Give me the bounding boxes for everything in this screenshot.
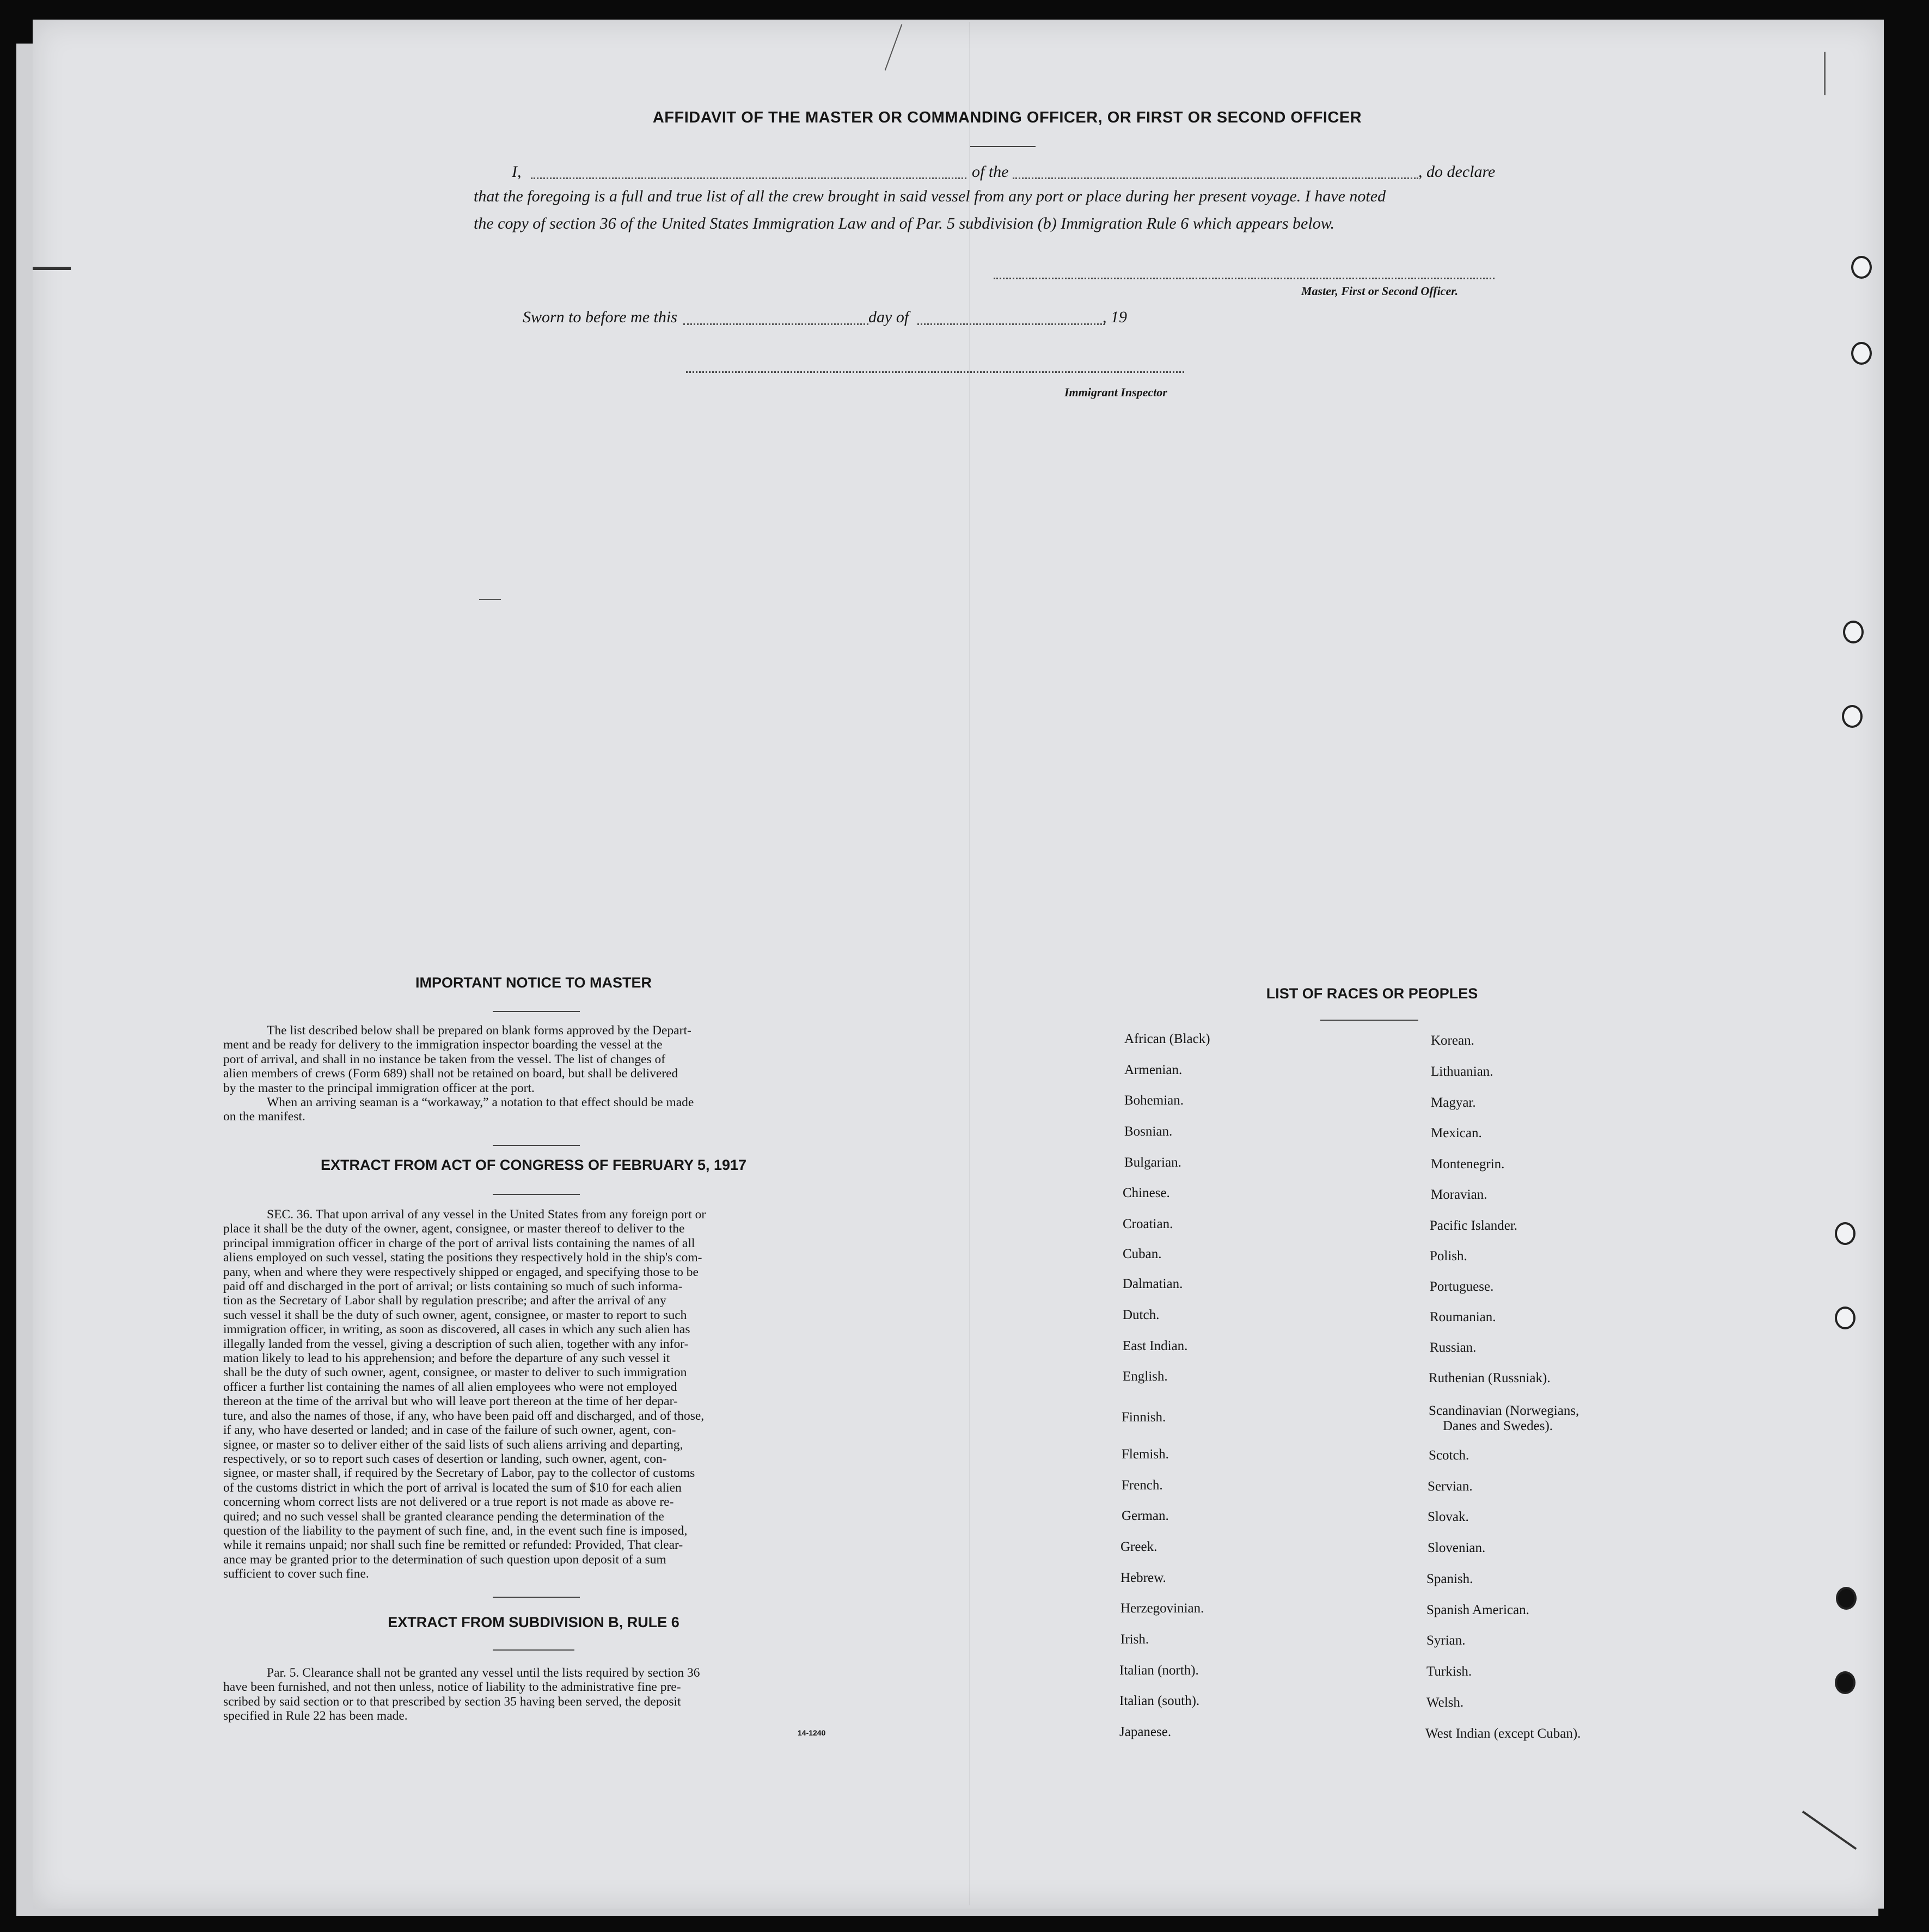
race-item: Scotch. [1429,1448,1469,1463]
race-item: Korean. [1431,1033,1474,1048]
act-line: aliens employed on such vessel, stating the positions they respectively hold in the ship's com- [223,1250,702,1265]
pencil-mark-right [1824,52,1826,95]
act-line: illegally landed from the vessel, giving a description of such alien, together with any infor- [223,1336,689,1351]
act-line: ance may be granted prior to the determination of such question upon deposit of a sum [223,1552,666,1567]
act-line: pany, when and where they were respectively shipped or engaged, and specifying those to be [223,1265,699,1279]
notice-line: by the master to the principal immigration officer at the port. [223,1081,535,1095]
rule-underline [493,1649,574,1651]
inspector-label: Immigrant Inspector [1064,385,1167,399]
act-divider [493,1597,580,1598]
race-item: French. [1122,1478,1163,1493]
notice-line: alien members of crews (Form 689) shall not be retained on board, but shall be delivered [223,1066,678,1081]
race-item: Bohemian. [1124,1093,1184,1108]
race-item: Slovak. [1428,1510,1469,1524]
race-item: Portuguese. [1430,1279,1494,1294]
race-item: Spanish American. [1426,1603,1529,1617]
notice-title: IMPORTANT NOTICE TO MASTER [415,974,652,991]
race-item: English. [1123,1369,1168,1384]
title-underline [970,146,1036,147]
race-item: Syrian. [1426,1633,1466,1648]
race-item: Roumanian. [1430,1310,1496,1324]
sworn-day-blank[interactable] [683,323,868,325]
signature-blank[interactable] [994,278,1495,279]
race-item: Flemish. [1122,1447,1169,1462]
affidavit-line3: the copy of section 36 of the United States Immigration Law and of Par. 5 subdivision (b) Immigration Rule 6 which appears below. [474,214,1334,232]
rule-line: Par. 5. Clearance shall not be granted any vessel until the lists required by section 36 [267,1666,700,1680]
signer-label: Master, First or Second Officer. [1301,284,1459,298]
race-item: Greek. [1120,1540,1158,1554]
race-item: Magyar. [1431,1095,1476,1110]
race-item: Japanese. [1119,1725,1172,1739]
vessel-blank[interactable] [1013,177,1418,179]
act-line: SEC. 36. That upon arrival of any vessel in the United States from any foreign port or [267,1207,706,1222]
race-item: Moravian. [1431,1187,1487,1202]
race-item: Armenian. [1124,1063,1183,1077]
rule-extract-title: EXTRACT FROM SUBDIVISION B, RULE 6 [388,1614,679,1630]
race-item: Turkish. [1426,1664,1472,1679]
race-item: Croatian. [1123,1217,1173,1231]
act-line: if any, who have deserted or landed; and in case of the failure of such owner, agent, con- [223,1423,676,1438]
race-item: African (Black) [1124,1032,1210,1046]
notice-line: The list described below shall be prepared on blank forms approved by the Depart- [267,1023,691,1038]
race-item: German. [1122,1508,1169,1523]
rule-line: specified in Rule 22 has been made. [223,1709,408,1724]
act-line: respectively, or so to report such cases of desertion or landing, such owner, agent, con- [223,1451,667,1466]
race-item: Danes and Swedes). [1443,1419,1553,1433]
sworn-day-label: day of [868,308,909,326]
binding-hole [1835,1307,1855,1329]
race-item: Chinese. [1123,1186,1170,1200]
act-line: of the customs district in which the port of arrival is located the sum of $10 for each alien [223,1480,682,1495]
act-line: paid off and discharged in the port of arrival; or lists containing so much of such informa- [223,1279,683,1294]
inspector-signature-blank[interactable] [686,371,1184,373]
race-item: Italian (south). [1119,1694,1200,1708]
race-item: Finnish. [1122,1410,1166,1425]
affidavit-line1-i: I, [512,163,522,181]
name-blank[interactable] [531,177,966,179]
affidavit-line1-declare: , do declare [1418,163,1496,181]
form-number: 14-1240 [798,1728,826,1737]
act-line: principal immigration officer in charge of the port of arrival lists containing the names of all [223,1236,695,1250]
race-item: Dalmatian. [1123,1277,1183,1291]
race-item: Welsh. [1426,1695,1464,1710]
act-line: shall be the duty of such owner, agent, consignee, or master to deliver to such immigration [223,1365,687,1380]
notice-underline [493,1011,580,1012]
binding-hole [1851,342,1872,365]
notice-line: ment and be ready for delivery to the immigration inspector boarding the vessel at the [223,1038,663,1052]
race-item: Slovenian. [1428,1541,1486,1555]
notice-body [223,1023,837,1124]
race-item: Dutch. [1123,1308,1160,1322]
race-item: Bosnian. [1124,1124,1173,1139]
edge-rule [33,267,71,270]
rule-line: scribed by said section or to that prescribed by section 35 having been served, the deposit [223,1694,681,1709]
sworn-month-blank[interactable] [917,323,1105,325]
binding-hole [1842,705,1863,728]
notice-divider [493,1145,580,1146]
race-item: Russian. [1430,1340,1477,1355]
binding-hole [1835,1222,1855,1245]
act-line: concerning whom correct lists are not delivered or a true report is not made as above re- [223,1495,674,1510]
binding-hole [1843,621,1864,643]
rule-extract-body [223,1666,837,1724]
act-line: immigration officer, in writing, as soon as discovered, all cases in which any such alien has [223,1322,690,1337]
act-extract-body [223,1207,837,1581]
sworn-prefix: Sworn to before me this [523,308,677,326]
act-extract-title: EXTRACT FROM ACT OF CONGRESS OF FEBRUARY 5, 1917 [320,1157,747,1173]
affidavit-title: AFFIDAVIT OF THE MASTER OR COMMANDING OFFICER, OR FIRST OR SECOND OFFICER [652,109,1362,126]
sworn-year: , 19 [1103,308,1127,326]
binding-hole [1836,1587,1857,1610]
race-item: Pacific Islander. [1430,1218,1518,1233]
act-underline [493,1194,580,1195]
race-item: Scandinavian (Norwegians, [1429,1403,1579,1418]
race-item: West Indian (except Cuban). [1425,1726,1581,1741]
race-item: Hebrew. [1120,1571,1166,1585]
act-line: place it shall be the duty of the owner, agent, consignee, or master thereof to deliver to the [223,1222,685,1236]
race-item: Polish. [1430,1249,1467,1264]
race-item: Montenegrin. [1431,1157,1505,1172]
stray-mark [479,599,501,600]
race-item: Cuban. [1123,1247,1162,1261]
notice-line: When an arriving seaman is a “workaway,” a notation to that effect should be made [267,1095,694,1110]
race-item: Italian (north). [1119,1663,1199,1678]
fold-line [969,22,970,1905]
race-item: Herzegovinian. [1120,1601,1204,1616]
race-item: Bulgarian. [1124,1155,1181,1170]
races-underline [1320,1020,1418,1021]
act-line: sufficient to cover such fine. [223,1567,369,1581]
act-line: while it remains unpaid; nor shall such fine be remitted or refunded: Provided, That clear- [223,1538,683,1553]
act-line: mation likely to lead to his apprehension; and before the departure of any such vessel it [223,1351,670,1366]
races-title: LIST OF RACES OR PEOPLES [1266,985,1478,1002]
act-line: signee, or master so to deliver either of the said lists of such aliens arriving and departing, [223,1437,683,1452]
race-item: Lithuanian. [1431,1064,1493,1079]
affidavit-line2: that the foregoing is a full and true list of all the crew brought in said vessel from any port or place during her present voyage. I have noted [474,187,1386,205]
act-line: such vessel it shall be the duty of such owner, agent, consignee, or master to report to such [223,1308,687,1322]
race-item: Ruthenian (Russniak). [1429,1371,1551,1385]
act-line: signee, or master shall, if required by the Secretary of Labor, pay to the collector of customs [223,1466,695,1481]
notice-line: on the manifest. [223,1109,305,1124]
race-item: East Indian. [1123,1339,1188,1353]
act-line: ture, and also the names of those, if any, who have been paid off and discharged, and of those, [223,1408,705,1423]
race-item: Mexican. [1431,1126,1482,1140]
act-line: thereon at the time of the arrival but who will leave port thereon at the time of her depar- [223,1394,678,1409]
race-item: Spanish. [1426,1572,1473,1586]
act-line: officer a further list containing the names of all alien employees who were not employed [223,1379,677,1394]
act-line: question of the liability to the payment of such fine, and, in the event such fine is imposed, [223,1523,688,1538]
race-item: Servian. [1428,1479,1473,1494]
act-line: quired; and no such vessel shall be granted clearance pending the determination of the [223,1509,664,1524]
notice-line: port of arrival, and shall in no instance be taken from the vessel. The list of changes of [223,1052,666,1066]
binding-hole [1835,1671,1855,1694]
race-item: Irish. [1120,1632,1149,1647]
rule-line: have been furnished, and not then unless, notice of liability to the administrative fine pre- [223,1680,681,1695]
affidavit-line1-of: of the [972,163,1009,181]
act-line: tion as the Secretary of Labor shall by regulation prescribe; and after the arrival of any [223,1293,666,1308]
binding-hole [1851,256,1872,279]
